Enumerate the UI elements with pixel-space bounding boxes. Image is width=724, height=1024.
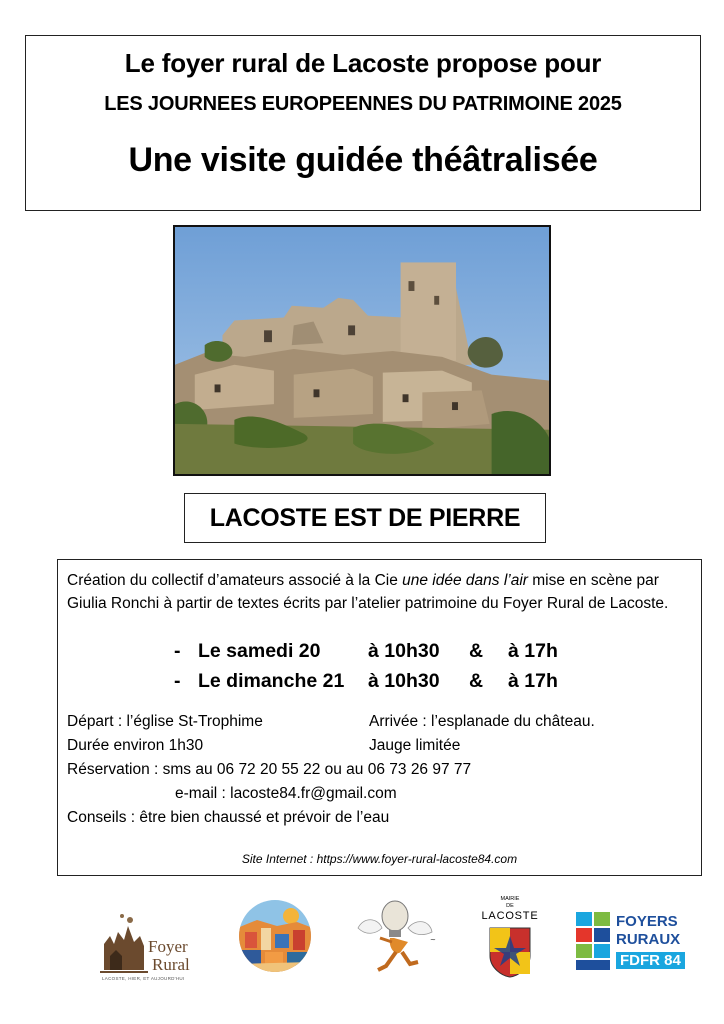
patrimoine-circle-logo [237,898,313,974]
header-line-3: Une visite guidée théâtralisée [128,141,598,179]
company-name: une idée dans l’air [402,572,528,589]
village-circle-icon [237,898,313,974]
foyer-rural-caption: LACOSTE, HIER, ET AUJOURD'HUI [102,976,185,981]
date-time-1: à 10h30 [368,640,440,662]
lightbulb-scribble: ~ [430,936,436,944]
fdfr-line1: FOYERS [616,913,678,930]
fdfr-line2: RURAUX [616,931,681,948]
mairie-de-label: DE [506,903,514,909]
depart-text: Départ : l’église St-Trophime [67,713,263,730]
intro-text-part1: Création du collectif d’amateurs associé à la Cie [67,572,403,589]
village-photo [173,225,551,476]
fdfr-squares-icon [576,912,610,972]
header-line-1: Le foyer rural de Lacoste propose pour [124,48,602,78]
lacoste-coat-of-arms-icon [488,926,532,978]
duree-text: Durée environ 1h30 [67,737,204,754]
lightbulb-character-icon [352,898,452,980]
mairie-town-name: LACOSTE [481,910,539,922]
foyer-rural-name-line2: Rural [152,955,190,974]
date-time-2: à 17h [508,640,558,662]
mairie-lacoste-logo [468,896,552,980]
idee-dans-lair-logo [352,898,452,980]
show-title-box [184,493,546,543]
foyer-rural-name-line1: Foyer [148,937,188,956]
date-day: Le dimanche 21 [198,670,345,692]
reservation-text: Réservation : sms au 06 72 20 55 22 ou au 06 73 26 97 77 [67,761,472,778]
village-photo-illustration [175,227,549,474]
show-title: LACOSTE EST DE PIERRE [209,503,521,532]
header-box [25,35,701,211]
email-text: e-mail : lacoste84.fr@gmail.com [175,785,397,802]
arrivee-text: Arrivée : l’esplanade du château. [369,713,595,730]
date-dash: - [174,670,181,692]
date-dash: - [174,640,181,662]
date-day: Le samedi 20 [198,640,321,662]
date-time-2: à 17h [508,670,558,692]
intro-paragraph [67,569,697,615]
date-ampersand: & [469,640,484,662]
mairie-label: MAIRIE [500,896,520,902]
website-line: Site Internet : https://www.foyer-rural-lacoste84.com [241,852,518,866]
intro-text-part2: mise en scène par Giulia Ronchi à partir de textes écrits par l’atelier patrimoine du Foyer Rural de Lacoste. [67,572,669,612]
date-time-1: à 10h30 [368,670,440,692]
date-ampersand: & [469,670,484,692]
fdfr-line3: FDFR 84 [616,952,685,969]
fdfr84-logo [576,912,686,972]
info-box [57,559,702,876]
header-line-2: LES JOURNEES EUROPEENNES DU PATRIMOINE 2025 [104,93,622,115]
foyer-rural-logo [100,906,196,984]
conseils-text: Conseils : être bien chaussé et prévoir de l’eau [67,809,390,826]
jauge-text: Jauge limitée [369,737,461,754]
